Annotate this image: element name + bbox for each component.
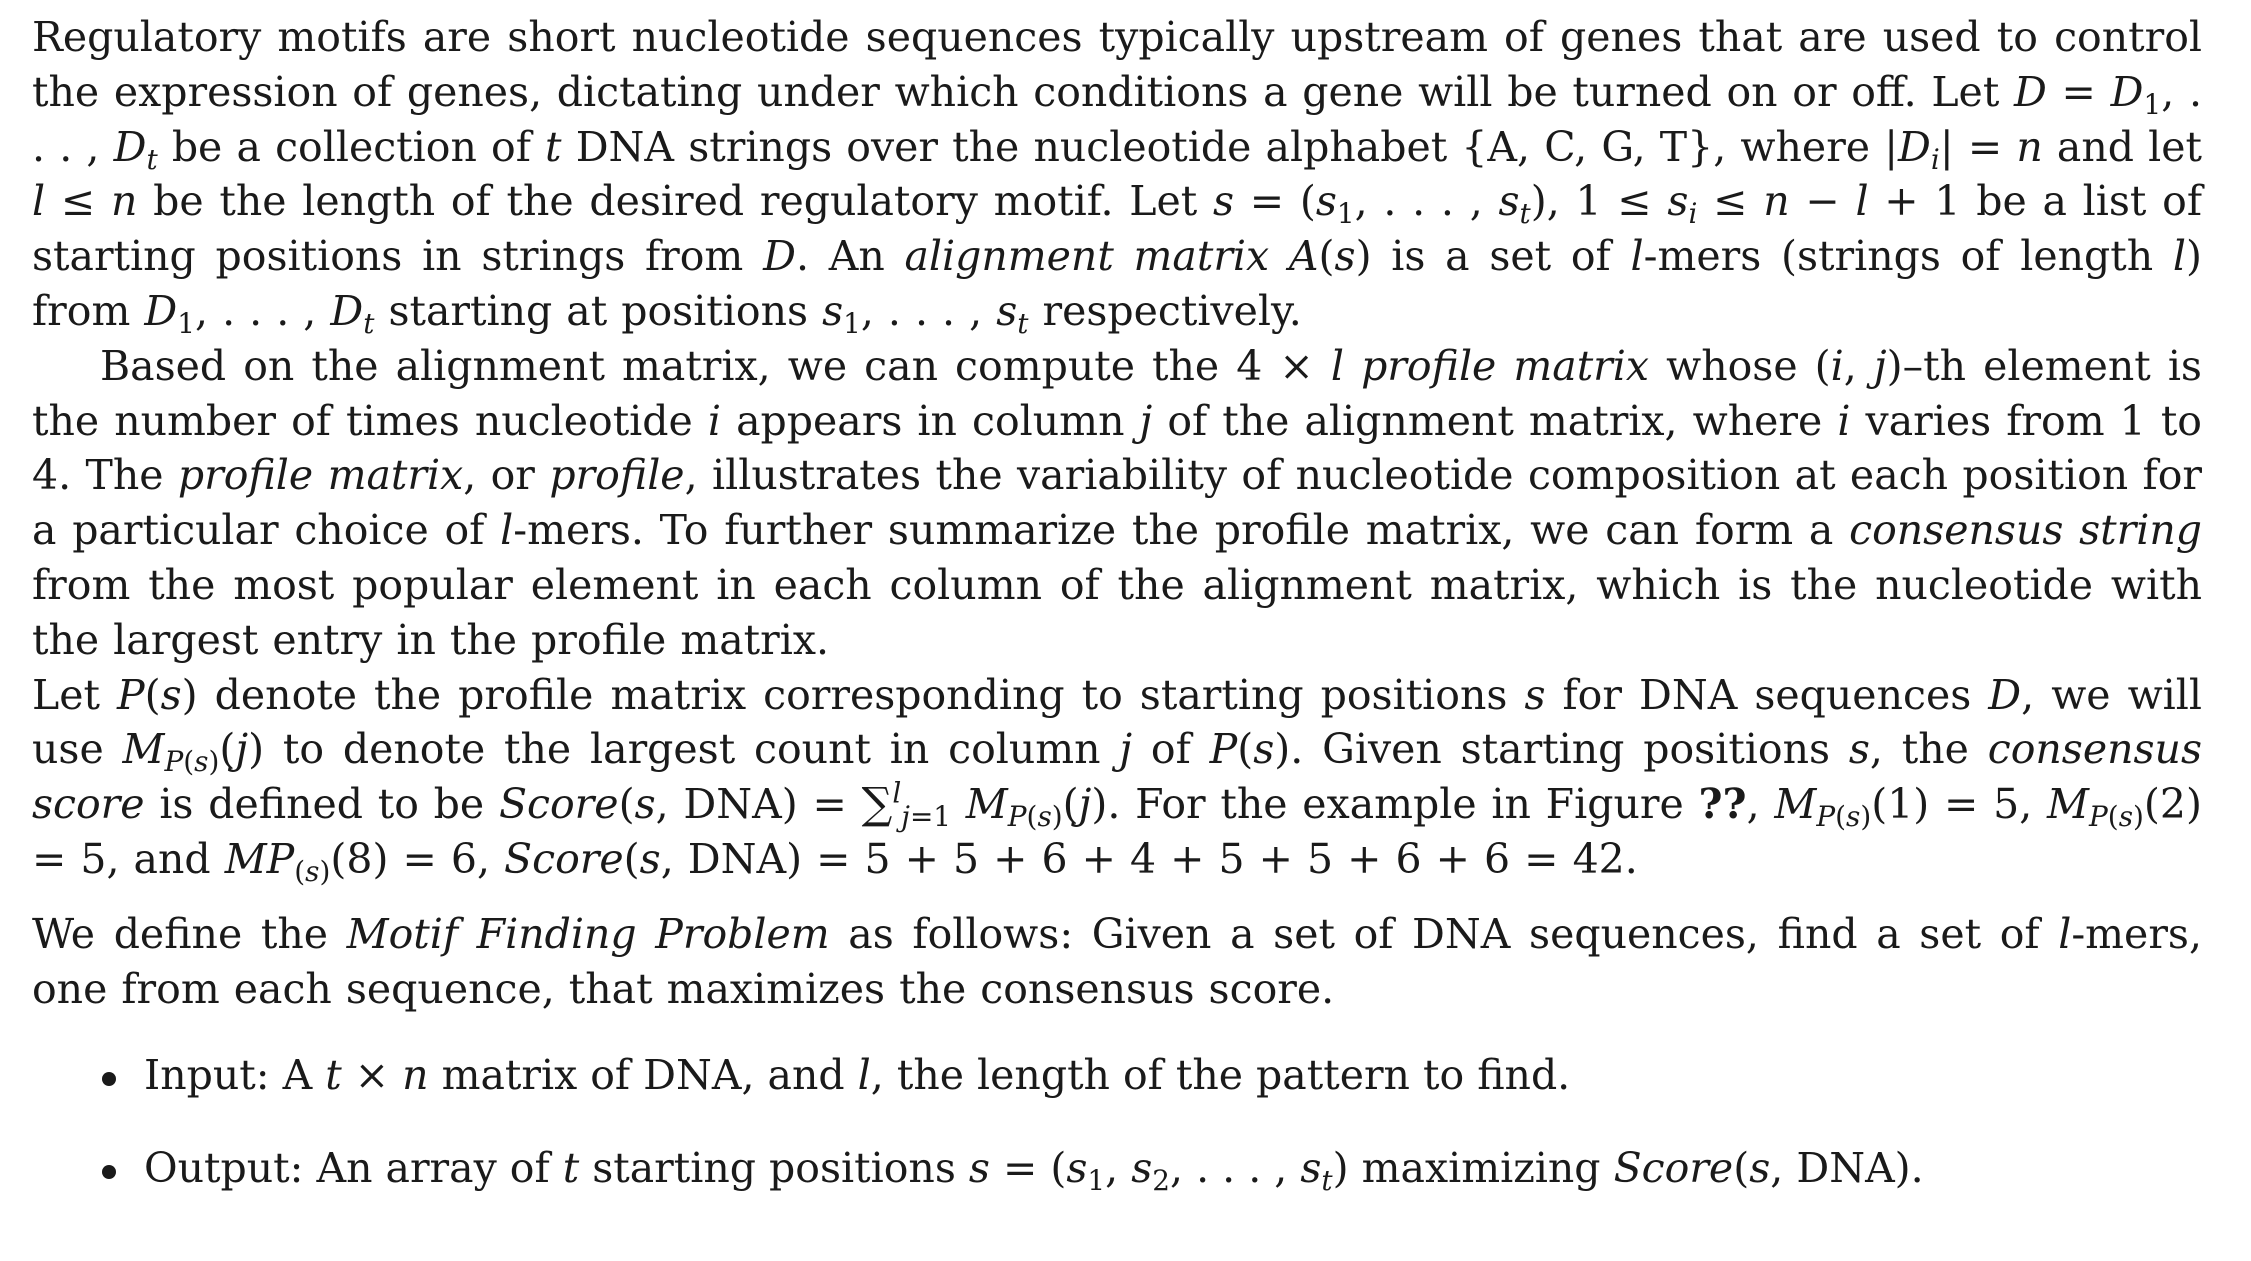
term-profile: profile [549, 451, 685, 500]
paragraph-profile-matrix: Based on the alignment matrix, we can compute the 4 × l profile matrix whose (i, j)–th element is the number of times nucleotide i appears in column j of the alignment matrix, where i varies from 1 to 4. The profile matrix, or profile, illustrates the variability of nucleotide composition at each position for a particular choice of l-mers. To further summarize the profile matrix, we can form a consensus string from the most popular element in each column of the alignment matrix, which is the nucleotide with the largest entry in the profile matrix. [32, 341, 2203, 664]
paragraph-regulatory-motifs: Regulatory motifs are short nucleotide sequences typically upstream of genes that are used to control the expression of genes, dictating under which conditions a gene will be turned on or off. Let $D = D_1$, . . . , $D_t$ be a collection of t DNA strings over the nucleotide alphabet {A, C, G, T}, where $|D_i| = n$ and let l ≤ n be the length of the desired regulatory motif. Let $s = (s_1$, . . . , $s_t$), $1 \le s_i \le n - l + 1$ be a list of starting positions in strings from D. An alignment matrix A(s) is a set of l-mers (strings of length l) from $D_1$, . . . , $D_t$ starting at positions $s_1$, . . . , $s_t$ respectively. [32, 13, 2202, 340]
figure-reference: ?? [1698, 780, 1747, 829]
term-profile-matrix: profile matrix [1361, 341, 1650, 390]
term-consensus-string: consensus string [1849, 506, 2202, 555]
term-profile-matrix-2: profile matrix [177, 451, 464, 500]
bullet-icon [102, 1165, 116, 1179]
list-item-output: Output: An array of t starting positions $s = (s_1$, $s_2$, . . . , $s_t$) maximizing Score(s, DNA). [100, 1141, 2202, 1196]
term-motif-finding-problem: Motif Finding Problem [346, 909, 830, 958]
paragraph-motif-finding-problem: We define the Motif Finding Problem as follows: Given a set of DNA sequences, find a set of l-mers, one from each sequence, that maximizes the consensus score. [32, 909, 2202, 1013]
paragraph-consensus-score: Let P(s) denote the profile matrix corresponding to starting positions s for DNA sequences D, we will use $M_{P(s)}(j)$ to denote the largest count in column j of P(s). Given starting positions s, the consensus score is defined to be Score(s, DNA) = ∑$^l_{j=1}$ $M_{P(s)}(j)$. For the example in Figure ??, $M_{P(s)}(1) = 5$, $M_{P(s)}(2) = 5$, and $MP_{(s)}(8) = 6$, Score(s, DNA) = 5 + 5 + 6 + 4 + 5 + 5 + 6 + 6 = 42. [32, 670, 2203, 888]
term-consensus-score: consensus score [32, 725, 2202, 829]
problem-definition-list [32, 1048, 2202, 1196]
bullet-icon [102, 1072, 116, 1086]
list-item-input: Input: A t × n matrix of DNA, and l, the length of the pattern to find. [100, 1048, 2202, 1103]
document-page [32, 10, 2202, 1234]
term-alignment-matrix: alignment matrix [904, 232, 1270, 281]
